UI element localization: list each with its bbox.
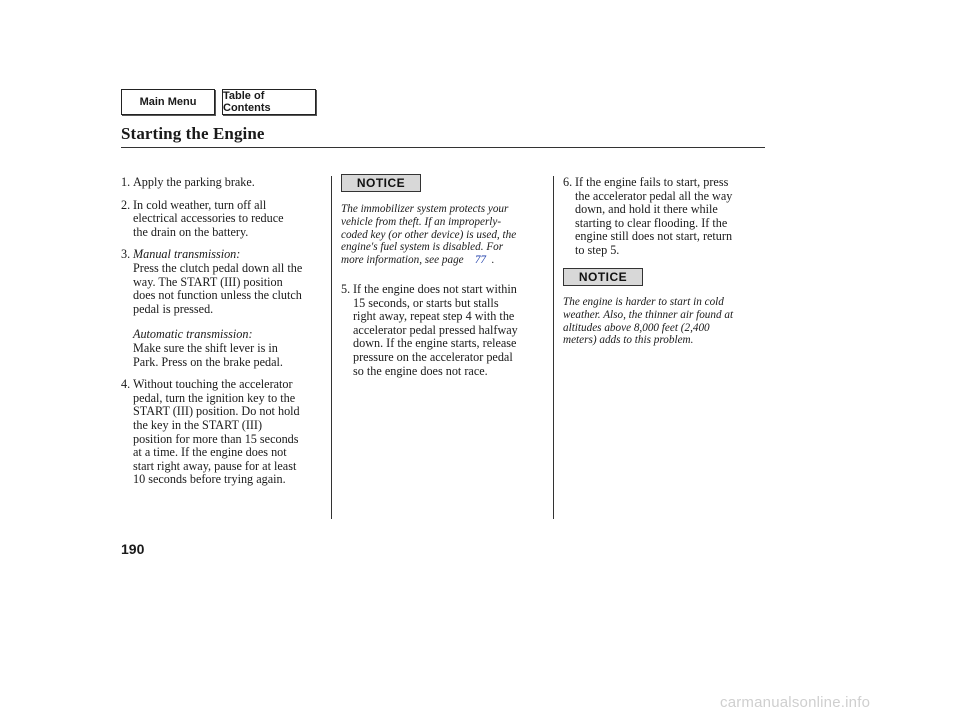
step-6-line: If the engine fails to start, press [575,175,729,189]
step-3-auto-line: Make sure the shift lever is in [133,340,278,355]
notice-line: vehicle from theft. If an improperly- [341,215,502,228]
step-4-line: the key in the START (III) [133,417,263,432]
manual-transmission-label: Manual transmission: [133,247,241,262]
step-6-line: engine still does not start, return [575,229,733,244]
notice-line: coded key (or other device) is used, the [341,228,517,241]
page-number: 190 [121,541,145,557]
step-5-line: accelerator pedal pressed halfway [353,322,518,337]
step-3-manual-line: does not function unless the clutch [133,288,302,303]
step-3: 3. Manual transmission: Press the clutch pedal down all the way. The START (III) position does not function unless the clutch pedal is pressed. Automatic transmission: Make sure the shift lever is in Park. Press on the brake pedal. [121,248,326,369]
step-4-line: 10 seconds before trying again. [133,472,286,487]
step-6-line: to step 5. [575,242,620,257]
page-title: Starting the Engine [121,124,265,143]
notice-line: The immobilizer system protects your [341,203,509,215]
step-3-auto-line: Park. Press on the brake pedal. [133,354,283,369]
step-5-line: so the engine does not race. [353,363,488,378]
step-5: 5. If the engine does not start within 15 seconds, or starts but stalls right away, repeat step 4 with the accelerator pedal pressed halfway down. If the engine starts, release pressure on the accelerator pedal so the engine does not race. [341,283,551,378]
step-1-text: Apply the parking brake. [133,175,255,189]
step-4-line: start right away, pause for at least [133,458,297,473]
step-6-line: starting to clear flooding. If the [575,215,728,230]
notice-line: engine's fuel system is disabled. For [341,241,504,254]
step-5-line: down. If the engine starts, release [353,336,517,351]
step-6-line: down, and hold it there while [575,202,718,217]
step-5-line: 15 seconds, or starts but stalls [353,295,499,310]
notice-cold-weather-text [563,296,768,347]
step-2: 2. In cold weather, turn off all electrical accessories to reduce the drain on the battery. [121,199,326,240]
step-4: 4. Without touching the accelerator pedal, turn the ignition key to the START (III) position. Do not hold the key in the START (III) position for more than 15 seconds at a time. If the engine does not start right away, pause for at least 10 seconds before trying again. [121,378,326,487]
column-2 [341,283,551,378]
step-6: 6. If the engine fails to start, press the accelerator pedal all the way down, and hold it there while starting to clear flooding. If the engine still does not start, return to step 5. [563,176,768,258]
notice-line: more information, see page 77 . [341,254,495,267]
column-3 [563,176,768,258]
notice-line: weather. Also, the thinner air found at [563,308,734,321]
step-2-line: the drain on the battery. [133,224,249,239]
step-5-line: right away, repeat step 4 with the [353,309,515,324]
step-1: 1. Apply the parking brake. [121,176,326,190]
step-4-line: pedal, turn the ignition key to the [133,390,296,405]
notice-immobilizer-text [341,203,546,267]
notice-badge: NOTICE [563,268,643,286]
automatic-transmission-label: Automatic transmission: [133,327,253,342]
step-5-line: pressure on the accelerator pedal [353,349,513,364]
step-3-manual-line: Press the clutch pedal down all the [133,260,303,275]
notice-line: altitudes above 8,000 feet (2,400 [563,321,710,334]
step-4-line: position for more than 15 seconds [133,431,299,446]
step-2-line: electrical accessories to reduce [133,211,284,226]
watermark: carmanualsonline.info [720,694,871,711]
column-1 [121,176,326,487]
step-3-manual-line: pedal is pressed. [133,301,214,316]
step-6-line: the accelerator pedal all the way [575,188,733,203]
step-4-line: START (III) position. Do not hold [133,404,300,419]
column-divider [331,176,332,519]
main-menu-button[interactable]: Main Menu [121,89,215,115]
notice-line: The engine is harder to start in cold [563,296,724,308]
step-5-line: If the engine does not start within [353,282,517,296]
page-77-link[interactable]: 77 [474,254,487,267]
notice-badge: NOTICE [341,174,421,192]
notice-line: meters) adds to this problem. [563,334,694,347]
step-3-manual-line: way. The START (III) position [133,274,283,289]
step-2-line: In cold weather, turn off all [133,197,267,212]
table-of-contents-button[interactable]: Table of Contents [222,89,316,115]
title-divider [121,147,765,148]
column-divider [553,176,554,519]
step-4-line: Without touching the accelerator [133,377,293,392]
step-4-line: at a time. If the engine does not [133,445,287,460]
